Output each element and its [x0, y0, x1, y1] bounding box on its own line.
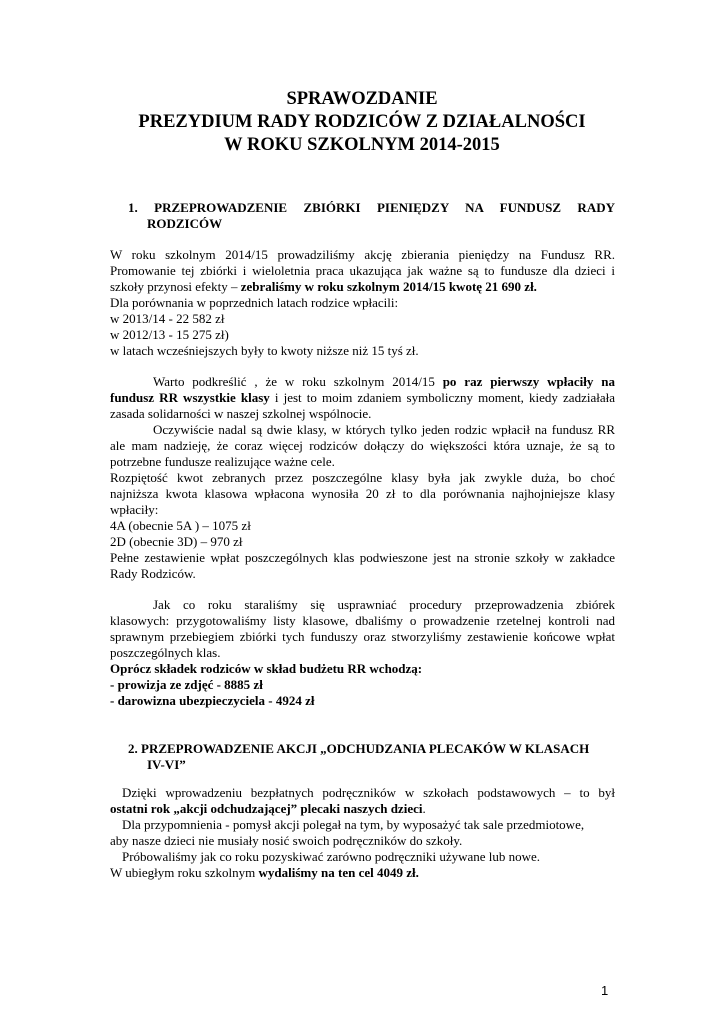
paragraph-line: Rozpiętość kwot zebranych przez poszczególne klasy była jak zwykle duża, bo choć: [110, 470, 615, 485]
paragraph-line: Dla porównania w poprzednich latach rodzice wpłacili:: [110, 295, 399, 310]
paragraph-line: Próbowaliśmy jak co roku pozyskiwać zarówno podręczniki używane lub nowe.: [122, 849, 541, 864]
text-run: Warto podkreślić , że w roku szkolnym 2014/15: [153, 374, 443, 389]
paragraph-line: [153, 374, 615, 390]
text-run: .: [422, 801, 426, 816]
paragraph-line: [110, 801, 615, 817]
text-run: W ubiegłym roku szkolnym: [110, 865, 259, 880]
highlight-run: fundusz RR wszystkie klasy: [110, 390, 270, 405]
page-number: 1: [601, 983, 609, 998]
section1-heading: 1. PRZEPROWADZENIE ZBIÓRKI PIENIĘDZY NA FUNDUSZ RADY: [128, 200, 615, 215]
budget-item: - prowizja ze zdjęć - 8885 zł: [110, 677, 263, 692]
paragraph-line: poszczególnych klas.: [110, 645, 221, 660]
paragraph-line: sprawnym przebiegiem zbiórki tych funduszy oraz stworzyliśmy zestawienie końcowe wpłat: [110, 629, 615, 644]
paragraph-line: potrzebne fundusze realizujące ważne cele.: [110, 454, 335, 469]
paragraph-line: [110, 279, 615, 295]
highlight-run: po raz pierwszy wpłaciły na: [442, 374, 615, 389]
report-title-line3: W ROKU SZKOLNYM 2014-2015: [224, 135, 500, 155]
section1-heading-cont: RODZICÓW: [147, 216, 223, 231]
paragraph-line: Dla przypomnienia - pomysł akcji polegał na tym, by wyposażyć tak sale przedmiotowe,: [122, 817, 585, 832]
paragraph-line: Rady Rodziców.: [110, 566, 196, 581]
budget-sources-heading: Oprócz składek rodziców w skład budżetu RR wchodzą:: [110, 661, 423, 676]
paragraph-line: aby nasze dzieci nie musiały nosić swoich podręczników do szkoły.: [110, 833, 463, 848]
report-title-line2: PREZYDIUM RADY RODZICÓW Z DZIAŁALNOŚCI: [138, 112, 586, 132]
report-title-line1: SPRAWOZDANIE: [286, 89, 438, 109]
paragraph-line: wpłaciły:: [110, 502, 159, 517]
paragraph-line: [110, 865, 615, 881]
paragraph-line: [110, 390, 615, 406]
paragraph-line: klasowych: przygotowaliśmy listy klasowe, dbaliśmy o prowadzenie rzetelnej kontroli nad: [110, 613, 615, 628]
paragraph-line: W roku szkolnym 2014/15 prowadziliśmy akcję zbierania pieniędzy na Fundusz RR.: [110, 247, 615, 262]
paragraph-line: Dzięki wprowadzeniu bezpłatnych podręczników w szkołach podstawowych – to był: [122, 785, 615, 800]
paragraph-line: ale mam nadzieję, że coraz więcej rodziców dołączy do większości która uznaje, że są to: [110, 438, 615, 453]
paragraph-line: Jak co roku staraliśmy się usprawniać procedury przeprowadzenia zbiórek: [153, 597, 615, 612]
paragraph-line: w 2013/14 - 22 582 zł: [110, 311, 225, 326]
highlight-run: wydaliśmy na ten cel 4049 zł.: [258, 865, 419, 880]
highlight-run: ostatni rok „akcji odchudzającej” plecaki naszych dzieci: [110, 801, 423, 816]
paragraph-line: najniższa kwota klasowa wpłacona wynosiła 20 zł to dla porównania najhojniejsze klasy: [110, 486, 615, 501]
paragraph-line: Pełne zestawienie wpłat poszczególnych klas podwieszone jest na stronie szkoły w zakładce: [110, 550, 615, 565]
paragraph-line: 4A (obecnie 5A ) – 1075 zł: [110, 518, 251, 533]
budget-item: - darowizna ubezpieczyciela - 4924 zł: [110, 693, 315, 708]
text-run: szkoły przynosi efekty –: [110, 279, 241, 294]
paragraph-line: zasada solidarności w naszej szkolnej wspólnocie.: [110, 406, 372, 421]
text-run: i jest to moim zdaniem symboliczny moment, kiedy zadziałała: [269, 390, 615, 405]
paragraph-line: w 2012/13 - 15 275 zł): [110, 327, 229, 342]
paragraph-line: 2D (obecnie 3D) – 970 zł: [110, 534, 243, 549]
section2-heading-cont: IV-VI”: [147, 757, 186, 772]
paragraph-line: Oczywiście nadal są dwie klasy, w których tylko jeden rodzic wpłacił na fundusz RR: [153, 422, 615, 437]
highlight-total-amount: zebraliśmy w roku szkolnym 2014/15 kwotę 21 690 zł.: [240, 279, 537, 294]
paragraph-line: w latach wcześniejszych były to kwoty niższe niż 15 tyś zł.: [110, 343, 419, 358]
section2-heading: 2. PRZEPROWADZENIE AKCJI „ODCHUDZANIA PLECAKÓW W KLASACH: [128, 741, 590, 756]
paragraph-line: Promowanie tej zbiórki i wieloletnia praca ukazująca jak ważne są to fundusze dla dzieci i: [110, 263, 615, 278]
